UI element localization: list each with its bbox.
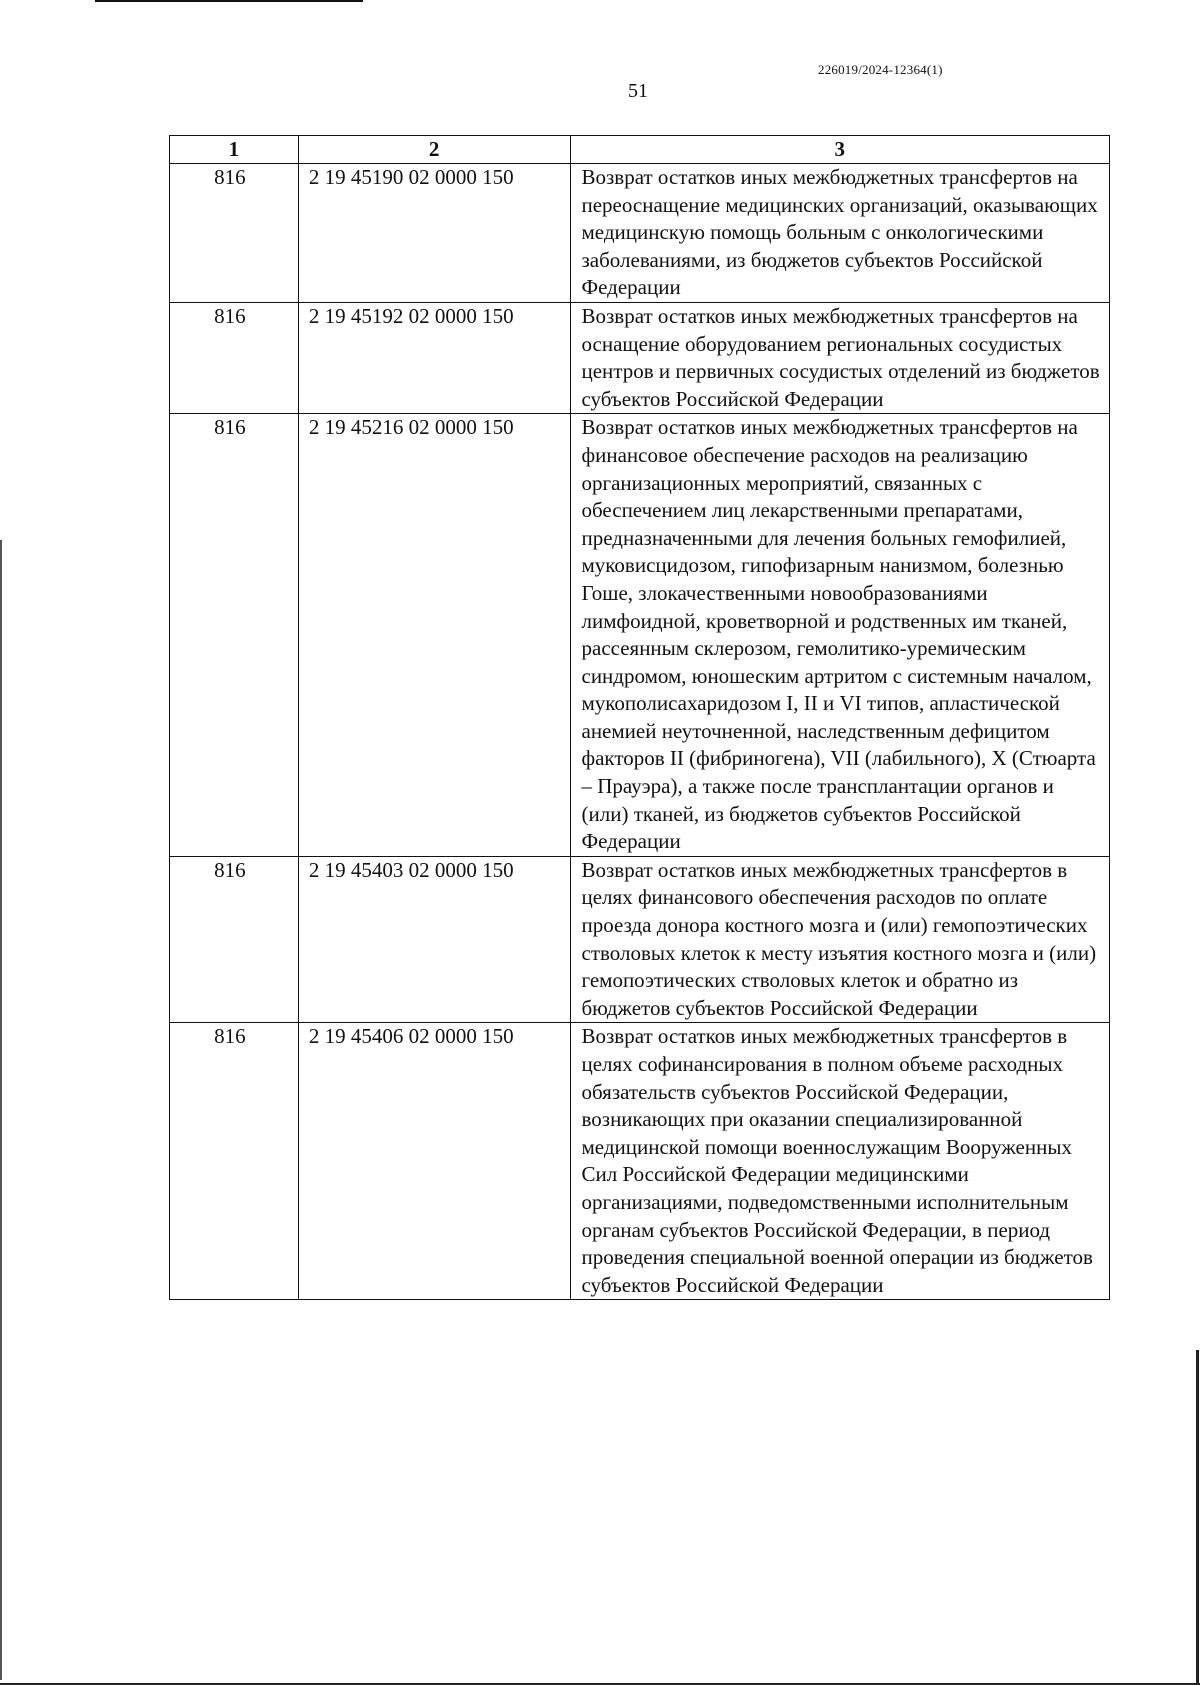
table-row <box>170 302 1110 413</box>
table-header-row <box>170 136 1110 164</box>
budget-classification-table <box>169 135 1110 1300</box>
kbk-code-cell: 2 19 45190 02 0000 150 <box>298 164 570 303</box>
admin-code-cell: 816 <box>170 414 299 857</box>
description-cell: Возврат остатков иных межбюджетных трансфертов на финансовое обеспечение расходов на реализацию организационных мероприятий, связанных с обеспечением лиц лекарственными препаратами, предназначенными для лечения больных гемофилией, муковисцидозом, гипофизарным нанизмом, болезнью Гоше, злокачественными новообразованиями лимфоидной, кроветворной и родственных им тканей, рассеянным склерозом, гемолитико-уремическим синдромом, юношеским артритом с системным началом, мукополисахаридозом I, II и VI типов, апластической анемией неуточненной, наследственным дефицитом факторов II (фибриногена), VII (лабильного), X (Стюарта – Прауэра), а также после трансплантации органов и (или) тканей, из бюджетов субъектов Российской Федерации <box>570 414 1110 857</box>
table-row <box>170 1023 1110 1300</box>
document-registration-code: 226019/2024-12364(1) <box>818 62 943 77</box>
column-header-3: 3 <box>570 136 1110 164</box>
table-row <box>170 856 1110 1023</box>
column-header-1: 1 <box>170 136 299 164</box>
admin-code-cell: 816 <box>170 302 299 413</box>
column-header-2: 2 <box>298 136 570 164</box>
table-row <box>170 414 1110 857</box>
kbk-code-cell: 2 19 45406 02 0000 150 <box>298 1023 570 1300</box>
description-cell: Возврат остатков иных межбюджетных трансфертов в целях софинансирования в полном объеме расходных обязательств субъектов Российской Федерации, возникающих при оказании специализированной медицинской помощи военнослужащим Вооруженных Сил Российской Федерации медицинскими организациями, подведомственными исполнительным органам субъектов Российской Федерации, в период проведения специальной военной операции из бюджетов субъектов Российской Федерации <box>570 1023 1110 1300</box>
table-row <box>170 164 1110 303</box>
scan-edge-mark-left <box>0 540 2 1680</box>
admin-code-cell: 816 <box>170 856 299 1023</box>
table-body <box>170 164 1110 1300</box>
kbk-code-cell: 2 19 45216 02 0000 150 <box>298 414 570 857</box>
table-header <box>170 136 1110 164</box>
admin-code-cell: 816 <box>170 164 299 303</box>
description-cell: Возврат остатков иных межбюджетных трансфертов в целях финансового обеспечения расходов по оплате проезда донора костного мозга и (или) гемопоэтических стволовых клеток к месту изъятия костного мозга и (или) гемопоэтических стволовых клеток и обратно из бюджетов субъектов Российской Федерации <box>570 856 1110 1023</box>
scan-edge-mark-top <box>95 0 363 2</box>
scan-edge-mark-right <box>1196 1350 1199 1685</box>
description-cell: Возврат остатков иных межбюджетных трансфертов на переоснащение медицинских организаций, оказывающих медицинскую помощь больным с онкологическими заболеваниями, из бюджетов субъектов Российской Федерации <box>570 164 1110 303</box>
kbk-code-cell: 2 19 45192 02 0000 150 <box>298 302 570 413</box>
page-number: 51 <box>628 80 648 102</box>
description-cell: Возврат остатков иных межбюджетных трансфертов на оснащение оборудованием региональных сосудистых центров и первичных сосудистых отделений из бюджетов субъектов Российской Федерации <box>570 302 1110 413</box>
kbk-code-cell: 2 19 45403 02 0000 150 <box>298 856 570 1023</box>
admin-code-cell: 816 <box>170 1023 299 1300</box>
